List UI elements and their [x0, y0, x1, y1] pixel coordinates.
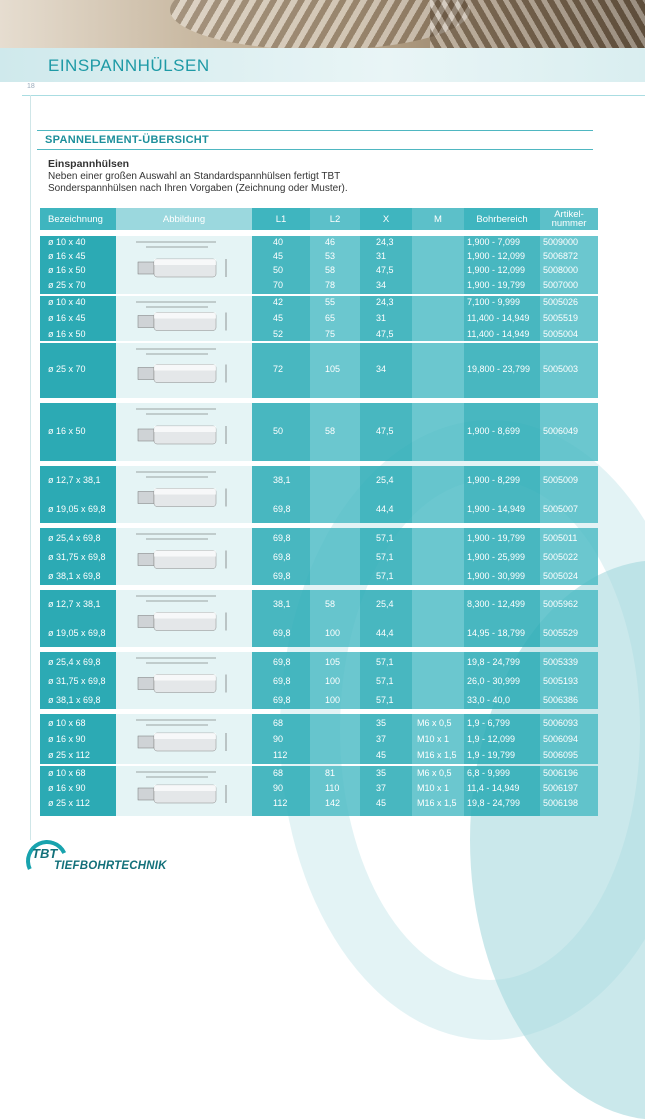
section-title: SPANNELEMENT-ÜBERSICHT: [45, 134, 210, 146]
table-cell-bez: ø 16 x 50: [48, 426, 86, 436]
table-cell-l2: 78: [325, 280, 336, 290]
table-cell-art: 5005003: [543, 364, 579, 374]
table-cell-m: M6 x 0,5: [417, 768, 452, 778]
table-cell-bez: ø 10 x 68: [48, 718, 86, 728]
table-cell-bez: ø 31,75 x 69,8: [48, 552, 106, 562]
col-l1: L1: [252, 208, 310, 230]
table-cell-bohr: 8,300 - 12,499: [467, 599, 526, 609]
table-cell-l2: 65: [325, 313, 336, 323]
table-cell-bez: ø 25 x 112: [48, 798, 90, 808]
table-cell-bohr: 33,0 - 40,0: [467, 695, 511, 705]
table-cell-l1: 52: [273, 329, 284, 339]
drill-photo-decoration: [430, 0, 645, 48]
table-cell-art: 5005022: [543, 552, 579, 562]
drawing-panel: [116, 296, 252, 341]
table-cell-bohr: 11,400 - 14,949: [467, 313, 530, 323]
table-cell-bohr: 1,900 - 19,799: [467, 280, 526, 290]
table-cell-x: 34: [376, 364, 387, 374]
table-cell-l1: 69,8: [273, 533, 291, 543]
table-cell-x: 47,5: [376, 265, 394, 275]
table-cell-x: 57,1: [376, 552, 394, 562]
col-m: M: [412, 208, 464, 230]
table-cell-l1: 69,8: [273, 676, 291, 686]
table-cell-l1: 69,8: [273, 657, 291, 667]
table-cell-bohr: 14,95 - 18,799: [467, 628, 526, 638]
table-cell-l2: 55: [325, 297, 336, 307]
table-cell-bez: ø 10 x 68: [48, 768, 86, 778]
table-cell-bohr: 1,900 - 12,099: [467, 265, 526, 275]
table-cell-bez: ø 25 x 70: [48, 364, 86, 374]
table-cell-art: 5005193: [543, 676, 579, 686]
table-cell-bohr: 19,8 - 24,799: [467, 798, 521, 808]
table-cell-x: 57,1: [376, 695, 394, 705]
drawing-panel: [116, 766, 252, 816]
section-heading: [37, 130, 593, 150]
table-cell-bohr: 1,9 - 12,099: [467, 734, 516, 744]
page-number: 18: [27, 83, 35, 90]
table-cell-art: 5005009: [543, 475, 579, 485]
table-cell-art: 5006386: [543, 695, 579, 705]
table-cell-bez: ø 19,05 x 69,8: [48, 628, 106, 638]
table-cell-bez: ø 19,05 x 69,8: [48, 504, 106, 514]
table-cell-art: 5005962: [543, 599, 579, 609]
sleeve-drawing-icon: [116, 236, 252, 294]
sleeve-drawing-icon: [116, 528, 252, 585]
table-cell-l1: 45: [273, 313, 284, 323]
col-bohrbereich: Bohrbereich: [464, 208, 540, 230]
table-cell-art: 5007000: [543, 280, 579, 290]
table-cell-bohr: 1,900 - 19,799: [467, 533, 526, 543]
table-cell-art: 5005519: [543, 313, 579, 323]
table-cell-art: 5006197: [543, 783, 579, 793]
table-cell-x: 45: [376, 750, 387, 760]
table-cell-x: 35: [376, 718, 387, 728]
column-band: [412, 296, 464, 341]
table-cell-art: 5009000: [543, 237, 579, 247]
table-cell-l1: 45: [273, 251, 284, 261]
table-cell-bez: ø 25,4 x 69,8: [48, 533, 101, 543]
table-cell-l2: 105: [325, 364, 341, 374]
table-cell-l1: 90: [273, 734, 284, 744]
table-cell-x: 57,1: [376, 676, 394, 686]
column-band: [310, 714, 360, 764]
table-cell-x: 35: [376, 768, 387, 778]
table-cell-l1: 69,8: [273, 571, 291, 581]
table-cell-x: 47,5: [376, 329, 394, 339]
col-abbildung: Abbildung: [116, 208, 252, 230]
table-cell-x: 57,1: [376, 533, 394, 543]
sleeve-drawing-icon: [116, 403, 252, 461]
table-cell-l1: 69,8: [273, 504, 291, 514]
table-cell-bez: ø 16 x 50: [48, 265, 86, 275]
table-cell-l1: 72: [273, 364, 284, 374]
table-header: [40, 208, 598, 230]
drawing-panel: [116, 466, 252, 523]
table-cell-bohr: 1,900 - 8,699: [467, 426, 521, 436]
table-cell-bez: ø 12,7 x 38,1: [48, 475, 101, 485]
table-cell-art: 5006094: [543, 734, 579, 744]
col-l2: L2: [310, 208, 360, 230]
drawing-panel: [116, 236, 252, 294]
drawing-panel: [116, 714, 252, 764]
table-cell-bez: ø 25 x 112: [48, 750, 90, 760]
table-cell-bohr: 1,900 - 30,999: [467, 571, 526, 581]
table-cell-l2: 58: [325, 599, 336, 609]
table-cell-art: 5005007: [543, 504, 579, 514]
table-cell-l2: 142: [325, 798, 341, 808]
table-cell-x: 47,5: [376, 426, 394, 436]
margin-rule: [30, 95, 31, 840]
table-cell-l2: 81: [325, 768, 336, 778]
drawing-panel: [116, 403, 252, 461]
table-cell-art: 5005004: [543, 329, 579, 339]
table-cell-bohr: 1,900 - 12,099: [467, 251, 526, 261]
table-cell-art: 5005026: [543, 297, 579, 307]
table-cell-bez: ø 16 x 90: [48, 734, 86, 744]
table-cell-bez: ø 16 x 90: [48, 783, 86, 793]
table-cell-x: 31: [376, 251, 387, 261]
table-cell-bez: ø 16 x 45: [48, 251, 86, 261]
column-band: [412, 652, 464, 709]
table-cell-bez: ø 16 x 50: [48, 329, 86, 339]
table-cell-x: 24,3: [376, 297, 394, 307]
table-cell-l1: 90: [273, 783, 284, 793]
table-cell-bez: ø 31,75 x 69,8: [48, 676, 106, 686]
logo-name: TIEFBOHRTECHNIK: [54, 860, 167, 872]
table-cell-l2: 100: [325, 695, 341, 705]
column-band: [310, 466, 360, 523]
table-cell-x: 25,4: [376, 475, 394, 485]
table-cell-l1: 68: [273, 718, 284, 728]
column-band: [412, 343, 464, 398]
table-cell-bohr: 1,9 - 6,799: [467, 718, 511, 728]
drawing-panel: [116, 652, 252, 709]
table-cell-l1: 69,8: [273, 628, 291, 638]
column-band: [412, 403, 464, 461]
col-bezeichnung: Bezeichnung: [40, 208, 116, 230]
table-cell-x: 31: [376, 313, 387, 323]
table-cell-art: 5008000: [543, 265, 579, 275]
table-cell-l1: 69,8: [273, 695, 291, 705]
table-cell-l1: 69,8: [273, 552, 291, 562]
table-cell-art: 5006093: [543, 718, 579, 728]
table-cell-bohr: 6,8 - 9,999: [467, 768, 511, 778]
table-cell-l1: 38,1: [273, 599, 291, 609]
table-cell-bohr: 1,900 - 25,999: [467, 552, 526, 562]
table-cell-bez: ø 10 x 40: [48, 297, 86, 307]
column-band: [310, 528, 360, 585]
intro-body: Neben einer großen Auswahl an Standardspannhülsen fertigt TBT Sonderspannhülsen nach Ihren Vorgaben (Zeichnung oder Muster).: [48, 170, 348, 194]
table-cell-x: 45: [376, 798, 387, 808]
table-cell-x: 44,4: [376, 504, 394, 514]
table-cell-art: 5006196: [543, 768, 579, 778]
table-cell-bez: ø 38,1 x 69,8: [48, 695, 101, 705]
table-cell-l1: 112: [273, 798, 288, 808]
logo-mark: TBT: [32, 846, 58, 861]
table-cell-bohr: 1,9 - 19,799: [467, 750, 516, 760]
sleeve-drawing-icon: [116, 343, 252, 398]
table-cell-art: 5005024: [543, 571, 579, 581]
table-cell-bez: ø 10 x 40: [48, 237, 86, 247]
table-cell-bohr: 1,900 - 14,949: [467, 504, 526, 514]
table-cell-bez: ø 38,1 x 69,8: [48, 571, 101, 581]
table-cell-l1: 112: [273, 750, 288, 760]
col-x: X: [360, 208, 412, 230]
table-cell-l2: 100: [325, 676, 341, 686]
intro-text: [48, 158, 388, 196]
table-cell-art: 5006095: [543, 750, 579, 760]
table-cell-l1: 42: [273, 297, 284, 307]
table-cell-l1: 70: [273, 280, 284, 290]
table-cell-x: 57,1: [376, 571, 394, 581]
table-cell-x: 37: [376, 783, 387, 793]
table-cell-x: 34: [376, 280, 387, 290]
column-band: [412, 528, 464, 585]
table-cell-art: 5006198: [543, 798, 579, 808]
intro-heading: Einspannhülsen: [48, 158, 130, 170]
table-cell-l1: 38,1: [273, 475, 291, 485]
column-band: [412, 236, 464, 294]
table-cell-bez: ø 25 x 70: [48, 280, 86, 290]
table-cell-bohr: 7,100 - 9,999: [467, 297, 521, 307]
sleeve-drawing-icon: [116, 590, 252, 647]
table-cell-m: M10 x 1: [417, 734, 450, 744]
table-cell-bohr: 11,4 - 14,949: [467, 783, 520, 793]
table-cell-m: M16 x 1,5: [417, 750, 457, 760]
drawing-panel: [116, 343, 252, 398]
table-cell-bohr: 11,400 - 14,949: [467, 329, 530, 339]
table-cell-l2: 53: [325, 251, 336, 261]
table-cell-bohr: 19,800 - 23,799: [467, 364, 531, 374]
table-cell-l2: 100: [325, 628, 341, 638]
sleeve-drawing-icon: [116, 714, 252, 764]
table-cell-bez: ø 25,4 x 69,8: [48, 657, 101, 667]
sleeve-drawing-icon: [116, 296, 252, 341]
page-title: EINSPANNHÜLSEN: [48, 56, 210, 75]
table-cell-m: M10 x 1: [417, 783, 450, 793]
drawing-panel: [116, 590, 252, 647]
table-cell-x: 57,1: [376, 657, 394, 667]
table-cell-bohr: 19,8 - 24,799: [467, 657, 521, 667]
table-cell-bez: ø 16 x 45: [48, 313, 86, 323]
table-cell-art: 5005339: [543, 657, 579, 667]
column-band: [412, 466, 464, 523]
table-cell-m: M6 x 0,5: [417, 718, 452, 728]
table-cell-l1: 50: [273, 426, 284, 436]
table-cell-art: 5006049: [543, 426, 579, 436]
sleeve-drawing-icon: [116, 466, 252, 523]
table-cell-l1: 40: [273, 237, 284, 247]
table-cell-art: 5005529: [543, 628, 579, 638]
sleeve-drawing-icon: [116, 652, 252, 709]
table-cell-l2: 105: [325, 657, 341, 667]
company-logo: [26, 840, 176, 880]
table-cell-bez: ø 12,7 x 38,1: [48, 599, 101, 609]
table-cell-m: M16 x 1,5: [417, 798, 457, 808]
col-artikel: Artikel- nummer: [540, 208, 598, 230]
drill-photo-decoration: [170, 0, 470, 48]
table-cell-l1: 68: [273, 768, 284, 778]
table-cell-l2: 110: [325, 783, 340, 793]
table-cell-x: 37: [376, 734, 387, 744]
header-photo-banner: [0, 0, 645, 48]
divider: [22, 95, 645, 96]
table-cell-l1: 50: [273, 265, 284, 275]
sleeve-drawing-icon: [116, 766, 252, 816]
table-cell-bohr: 1,900 - 8,299: [467, 475, 521, 485]
table-cell-bohr: 1,900 - 7,099: [467, 237, 521, 247]
table-cell-l2: 58: [325, 265, 336, 275]
table-cell-x: 25,4: [376, 599, 394, 609]
table-cell-l2: 58: [325, 426, 336, 436]
table-cell-art: 5006872: [543, 251, 579, 261]
table-cell-bohr: 26,0 - 30,999: [467, 676, 521, 686]
table-cell-art: 5005011: [543, 533, 578, 543]
drawing-panel: [116, 528, 252, 585]
title-bar: [0, 48, 645, 82]
table-cell-l2: 75: [325, 329, 336, 339]
table-cell-l2: 46: [325, 237, 336, 247]
table-cell-x: 44,4: [376, 628, 394, 638]
column-band: [412, 590, 464, 647]
table-cell-x: 24,3: [376, 237, 394, 247]
